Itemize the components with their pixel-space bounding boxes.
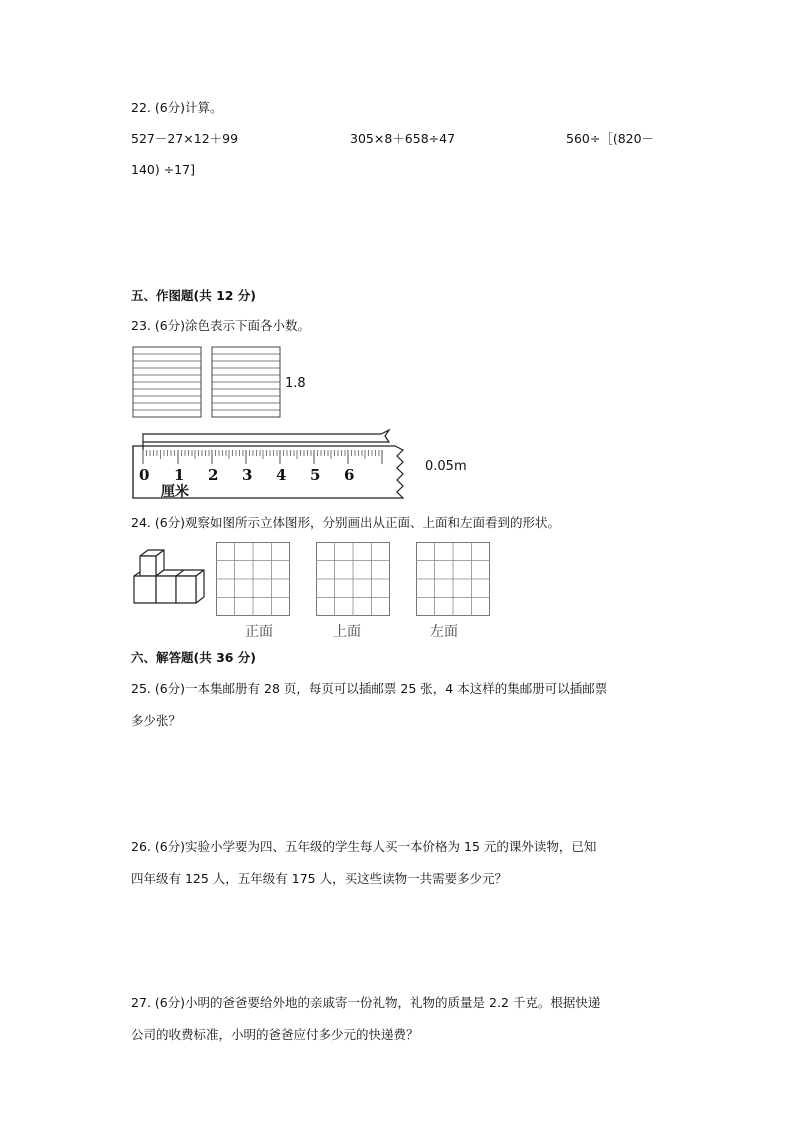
q24-title: 24. (6分)观察如图所示立体图形，分别画出从正面、上面和左面看到的形状。 [131,515,561,530]
ruler-number-3: 3 [242,466,253,484]
view-grid-top[interactable] [316,542,392,616]
q27-line-2: 公司的收费标准，小明的爸爸应付多少元的快递费？ [131,1027,419,1042]
ruler-number-6: 6 [344,466,355,484]
ruler-figure [133,428,418,502]
view-label-top: 上面 [333,624,361,640]
q26-line-2: 四年级有 125 人，五年级有 175 人，买这些读物一共需要多少元？ [131,871,508,886]
view-label-left: 左面 [430,624,458,640]
section-6-heading: 六、解答题(共 36 分) [131,650,257,665]
decimal-grid-2[interactable] [212,347,280,417]
ruler-number-1: 1 [174,466,185,484]
section-5-heading: 五、作图题(共 12 分) [131,288,257,303]
q23-value-1: 1.8 [285,376,306,391]
cube-solid-figure [132,548,212,608]
decimal-grids [133,347,283,419]
q27-line-1: 27. (6分)小明的爸爸要给外地的亲戚寄一份礼物，礼物的质量是 2.2 千克。根据快递 [131,995,601,1010]
q22-expression-1: 527－27×12＋99 [131,131,239,146]
ruler-number-4: 4 [276,466,287,484]
q26-line-1: 26. (6分)实验小学要为四、五年级的学生每人买一本价格为 15 元的课外读物，已知 [131,839,597,854]
ruler-unit: 厘米 [161,484,189,500]
decimal-grid-1[interactable] [133,347,201,417]
view-label-front: 正面 [245,624,273,640]
q23-value-2: 0.05m [425,459,467,474]
q22-title: 22. (6分)计算。 [131,100,223,115]
view-grid-left[interactable] [416,542,492,616]
q22-expression-2: 305×8＋658÷47 [350,131,456,146]
ruler-number-5: 5 [310,466,321,484]
q22-expression-3-line-1: 560÷［(820－ [566,131,655,146]
view-grid-front[interactable] [216,542,292,616]
q25-line-1: 25. (6分)一本集邮册有 28 页，每页可以插邮票 25 张，4 本这样的集邮册可以插邮票 [131,681,608,696]
ruler-number-2: 2 [208,466,219,484]
ruler-number-0: 0 [139,466,150,484]
q23-title: 23. (6分)涂色表示下面各小数。 [131,318,311,333]
q22-expression-3-line-2: 140) ÷17] [131,162,195,177]
q25-line-2: 多少张？ [131,713,182,728]
